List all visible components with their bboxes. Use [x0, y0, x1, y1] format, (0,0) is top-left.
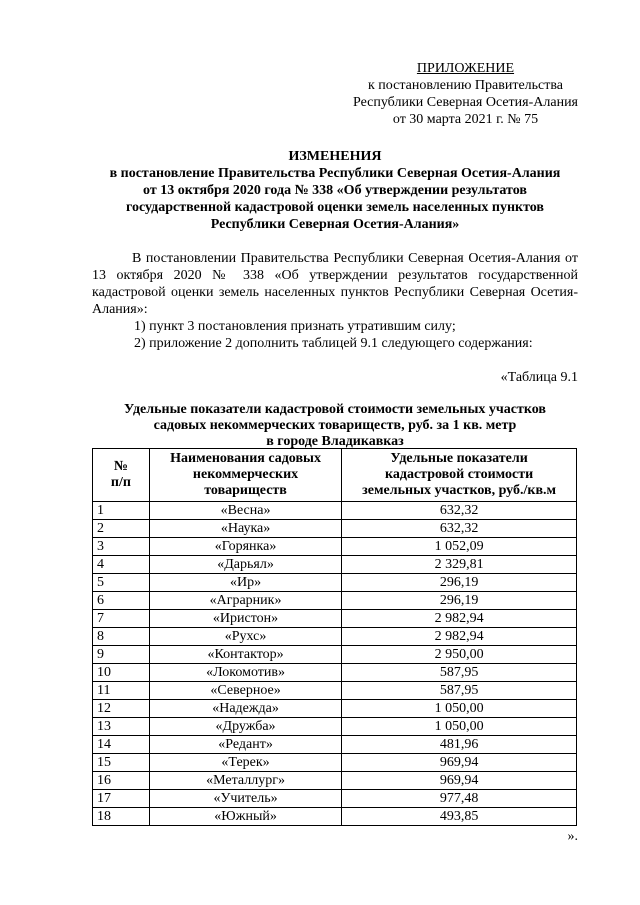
row-number: 2 — [93, 520, 150, 538]
row-value: 2 950,00 — [342, 646, 577, 664]
row-name: «Наука» — [149, 520, 341, 538]
row-number: 4 — [93, 556, 150, 574]
heading-line: государственной кадастровой оценки земель населенных пунктов — [126, 200, 544, 215]
row-number: 15 — [93, 754, 150, 772]
appendix-date: от 30 марта 2021 г. № 75 — [392, 112, 539, 127]
table-row — [93, 718, 577, 736]
row-value: 632,32 — [342, 520, 577, 538]
row-number: 9 — [93, 646, 150, 664]
row-number: 5 — [93, 574, 150, 592]
header-text: № — [113, 459, 128, 474]
row-number: 10 — [93, 664, 150, 682]
heading-line: в постановление Правительства Республики Северная Осетия-Алания — [109, 166, 561, 181]
document-heading — [80, 148, 590, 233]
closing-quote: ». — [567, 829, 578, 844]
header-value — [342, 449, 577, 502]
table-row — [93, 520, 577, 538]
table-row — [93, 772, 577, 790]
row-name: «Дружба» — [149, 718, 341, 736]
row-number: 18 — [93, 808, 150, 826]
heading-line: Республики Северная Осетия-Алания» — [210, 217, 460, 232]
row-value: 2 329,81 — [342, 556, 577, 574]
row-name: «Ир» — [149, 574, 341, 592]
row-number: 7 — [93, 610, 150, 628]
row-number: 17 — [93, 790, 150, 808]
caption-line: в городе Владикавказ — [266, 434, 404, 449]
row-number: 1 — [93, 502, 150, 520]
appendix-block — [353, 60, 578, 128]
table-row — [93, 682, 577, 700]
row-value: 587,95 — [342, 664, 577, 682]
table-reference: «Таблица 9.1 — [500, 370, 578, 385]
intro-paragraph: В постановлении Правительства Республики Северная Осетия-Алания от 13 октября 2020 № 338 «Об утверждении результатов государственной кадастровой оценки земель населенных пунктов Республики Северная Осетия-Алания»: — [92, 251, 578, 317]
row-value: 587,95 — [342, 682, 577, 700]
cadastral-value-table — [92, 448, 577, 826]
row-value: 969,94 — [342, 772, 577, 790]
table-row — [93, 538, 577, 556]
table-row — [93, 646, 577, 664]
row-name: «Металлург» — [149, 772, 341, 790]
row-value: 1 050,00 — [342, 700, 577, 718]
row-name: «Терек» — [149, 754, 341, 772]
body-text — [92, 250, 578, 352]
row-name: «Локомотив» — [149, 664, 341, 682]
table-header-row — [93, 449, 577, 502]
table-row — [93, 664, 577, 682]
row-number: 11 — [93, 682, 150, 700]
row-number: 13 — [93, 718, 150, 736]
row-value: 493,85 — [342, 808, 577, 826]
row-name: «Южный» — [149, 808, 341, 826]
heading-title: ИЗМЕНЕНИЯ — [288, 149, 382, 164]
table-row — [93, 592, 577, 610]
appendix-title: ПРИЛОЖЕНИЕ — [416, 61, 515, 76]
row-number: 8 — [93, 628, 150, 646]
row-name: «Горянка» — [149, 538, 341, 556]
row-number: 16 — [93, 772, 150, 790]
header-name — [149, 449, 341, 502]
row-value: 1 050,00 — [342, 718, 577, 736]
row-value: 296,19 — [342, 592, 577, 610]
row-value: 296,19 — [342, 574, 577, 592]
row-name: «Иристон» — [149, 610, 341, 628]
header-number — [93, 449, 150, 502]
row-number: 14 — [93, 736, 150, 754]
row-value: 977,48 — [342, 790, 577, 808]
appendix-line: к постановлению Правительства — [367, 78, 564, 93]
caption-line: Удельные показатели кадастровой стоимости земельных участков — [124, 402, 546, 417]
row-number: 3 — [93, 538, 150, 556]
row-name: «Редант» — [149, 736, 341, 754]
list-item: 1) пункт 3 постановления признать утратившим силу; — [134, 319, 456, 334]
header-text: товариществ — [204, 483, 287, 498]
appendix-line: Республики Северная Осетия-Алания — [353, 95, 578, 110]
table-body — [93, 502, 577, 826]
row-name: «Северное» — [149, 682, 341, 700]
caption-line: садовых некоммерческих товариществ, руб. за 1 кв. метр — [153, 418, 517, 433]
list-item: 2) приложение 2 дополнить таблицей 9.1 следующего содержания: — [134, 336, 533, 351]
table-row — [93, 736, 577, 754]
row-value: 2 982,94 — [342, 610, 577, 628]
header-text: некоммерческих — [192, 467, 299, 482]
table-caption — [80, 402, 590, 450]
header-text: Наименования садовых — [170, 451, 321, 466]
row-name: «Учитель» — [149, 790, 341, 808]
row-name: «Аграрник» — [149, 592, 341, 610]
row-value: 632,32 — [342, 502, 577, 520]
table-row — [93, 610, 577, 628]
row-name: «Весна» — [149, 502, 341, 520]
header-text: земельных участков, руб./кв.м — [362, 483, 557, 498]
row-value: 1 052,09 — [342, 538, 577, 556]
row-name: «Контактор» — [149, 646, 341, 664]
table-row — [93, 790, 577, 808]
row-number: 6 — [93, 592, 150, 610]
header-text: кадастровой стоимости — [385, 467, 534, 482]
row-name: «Надежда» — [149, 700, 341, 718]
table-row — [93, 556, 577, 574]
table-row — [93, 574, 577, 592]
row-name: «Дарьял» — [149, 556, 341, 574]
header-text: Удельные показатели — [390, 451, 528, 466]
heading-line: от 13 октября 2020 года № 338 «Об утверждении результатов — [143, 183, 527, 198]
row-value: 2 982,94 — [342, 628, 577, 646]
table-row — [93, 700, 577, 718]
row-number: 12 — [93, 700, 150, 718]
table-row — [93, 754, 577, 772]
table-row — [93, 808, 577, 826]
row-name: «Рухс» — [149, 628, 341, 646]
table-row — [93, 628, 577, 646]
header-text: п/п — [110, 475, 131, 490]
row-value: 969,94 — [342, 754, 577, 772]
table-row — [93, 502, 577, 520]
row-value: 481,96 — [342, 736, 577, 754]
